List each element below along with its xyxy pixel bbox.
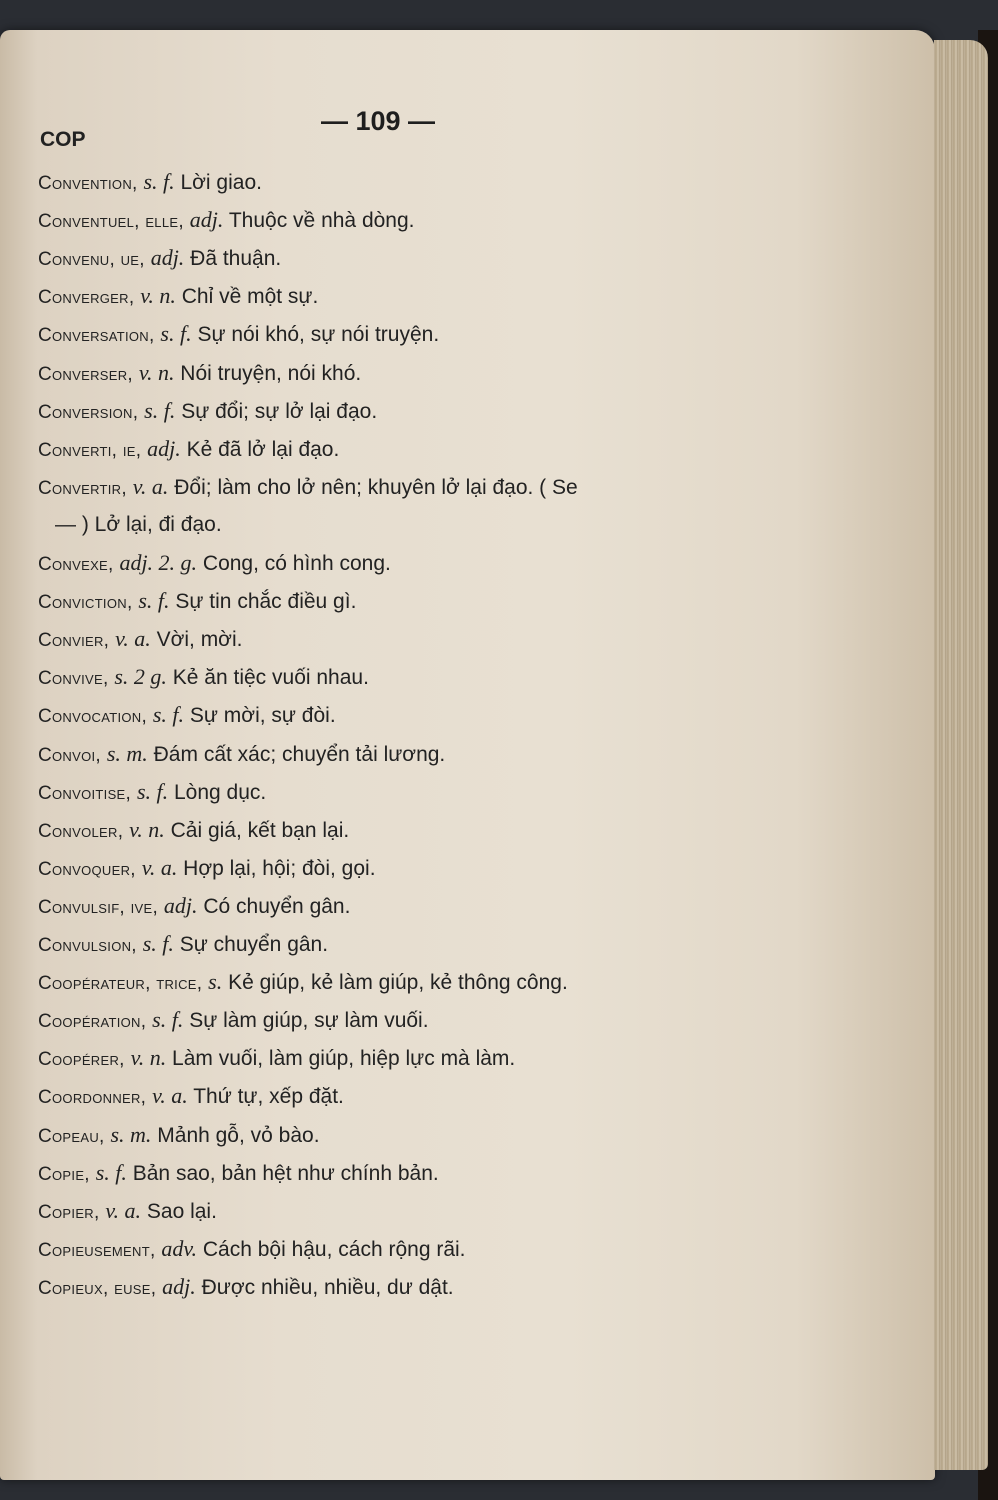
entry-headword: Conversion, bbox=[38, 401, 139, 423]
entry-grammar: v. a. bbox=[115, 626, 151, 652]
entry-headword: Coopération, bbox=[38, 1011, 147, 1033]
entry-headword: Convenu, ue, bbox=[38, 249, 145, 271]
entry-definition: Bản sao, bản hệt như chính bản. bbox=[132, 1161, 439, 1185]
dictionary-entry bbox=[38, 663, 369, 693]
dictionary-entry bbox=[38, 1159, 439, 1189]
entry-grammar: adj. bbox=[150, 245, 185, 271]
entry-grammar: s. f. bbox=[95, 1159, 127, 1185]
entry-headword: Conversation, bbox=[38, 325, 155, 347]
entry-definition: Vời, mời. bbox=[156, 628, 243, 652]
entry-grammar: s. f. bbox=[142, 931, 174, 956]
entry-grammar: s. bbox=[208, 969, 223, 995]
dictionary-entry bbox=[38, 1044, 515, 1074]
entry-definition: — ) Lở lại, đi đạo. bbox=[55, 512, 222, 536]
entry-definition: Có chuyển gân. bbox=[203, 894, 351, 918]
entry-headword: Converti, ie, bbox=[38, 439, 142, 461]
entry-definition: Sự nói khó, sự nói truyện. bbox=[197, 323, 440, 347]
dictionary-entry bbox=[38, 587, 356, 617]
entry-headword: Convexe, bbox=[38, 554, 114, 575]
entry-definition: Nói truyện, nói khó. bbox=[180, 361, 362, 385]
entry-headword: Convocation, bbox=[38, 706, 148, 728]
entry-headword: Convoitise, bbox=[38, 782, 132, 804]
entry-headword: Coordonner, bbox=[38, 1087, 147, 1109]
entry-grammar: adj. bbox=[162, 1273, 196, 1299]
entry-headword: Copieux, euse, bbox=[38, 1277, 157, 1299]
entry-headword: Convier, bbox=[38, 630, 110, 652]
dictionary-entry bbox=[38, 359, 361, 389]
dictionary-entry bbox=[55, 511, 222, 539]
entry-definition: Kẻ giúp, kẻ làm giúp, kẻ thông công. bbox=[228, 971, 568, 995]
page-number: — 109 — bbox=[320, 106, 436, 136]
dictionary-entry bbox=[38, 282, 318, 312]
entry-headword: Convertir, bbox=[38, 477, 127, 499]
entry-definition: Làm vuối, làm giúp, hiệp lực mà làm. bbox=[172, 1047, 516, 1071]
dictionary-entry bbox=[38, 397, 377, 427]
entry-headword: Copieusement, bbox=[38, 1239, 156, 1261]
entry-headword: Convulsif, ive, bbox=[38, 896, 159, 918]
dictionary-entry bbox=[38, 854, 376, 884]
entry-definition: Đám cất xác; chuyển tải lương. bbox=[153, 742, 446, 766]
entry-definition: Kẻ đã lở lại đạo. bbox=[186, 437, 340, 461]
entry-definition: Sự làm giúp, sự làm vuối. bbox=[189, 1009, 429, 1033]
entry-definition: Hợp lại, hội; đòi, gọi. bbox=[183, 856, 376, 880]
dictionary-entry bbox=[38, 816, 349, 846]
entry-headword: Convention, bbox=[38, 173, 138, 194]
dictionary-entry bbox=[38, 968, 568, 998]
dictionary-entry bbox=[38, 1082, 344, 1112]
dictionary-entry bbox=[38, 740, 445, 770]
dictionary-entry bbox=[38, 930, 328, 960]
entry-definition: Chỉ về một sự. bbox=[181, 285, 319, 309]
dictionary-entry bbox=[38, 168, 262, 198]
entry-grammar: v. n. bbox=[130, 1045, 167, 1071]
entry-definition: Đổi; làm cho lở nên; khuyên lở lại đạo. ( Se bbox=[174, 475, 578, 499]
dictionary-entry bbox=[38, 549, 391, 579]
entry-grammar: s. f. bbox=[138, 588, 170, 614]
entry-definition: Đã thuận. bbox=[190, 247, 282, 271]
entry-definition: Kẻ ăn tiệc vuối nhau. bbox=[172, 666, 369, 690]
dictionary-entry bbox=[38, 778, 266, 808]
entry-headword: Convive, bbox=[38, 668, 109, 690]
entry-headword: Copie, bbox=[38, 1163, 90, 1185]
entry-grammar: v. n. bbox=[129, 816, 165, 842]
entry-grammar: v. a. bbox=[141, 854, 178, 880]
entry-definition: Sự tin chắc điều gì. bbox=[175, 590, 357, 614]
entry-grammar: v. a. bbox=[132, 473, 169, 499]
entry-definition: Cải giá, kết bạn lại. bbox=[170, 818, 350, 842]
entry-grammar: s. f. bbox=[144, 397, 176, 423]
entry-definition: Sự chuyển gân. bbox=[179, 933, 329, 956]
entry-headword: Conventuel, elle, bbox=[38, 211, 184, 233]
entry-headword: Copier, bbox=[38, 1201, 100, 1223]
dictionary-entry bbox=[38, 892, 350, 922]
entry-grammar: adv. bbox=[161, 1235, 198, 1261]
entry-grammar: v. n. bbox=[138, 359, 175, 385]
entry-definition: Thứ tự, xếp đặt. bbox=[193, 1085, 344, 1109]
entry-definition: Sự đổi; sự lở lại đạo. bbox=[181, 399, 378, 423]
entry-headword: Converger, bbox=[38, 287, 135, 309]
entry-definition: Lời giao. bbox=[180, 171, 262, 194]
entry-grammar: s. f. bbox=[143, 169, 175, 194]
entry-definition: Sao lại. bbox=[146, 1199, 217, 1223]
dictionary-entry bbox=[38, 701, 336, 731]
entry-definition: Mảnh gỗ, vỏ bào. bbox=[157, 1123, 320, 1147]
entry-definition: Sự mời, sự đòi. bbox=[189, 704, 336, 728]
running-head: COP bbox=[40, 128, 86, 151]
dictionary-entry bbox=[38, 1006, 429, 1036]
entry-grammar: v. a. bbox=[152, 1083, 188, 1109]
entry-grammar: adj. 2. g. bbox=[119, 550, 198, 575]
dictionary-entry bbox=[38, 435, 339, 465]
dictionary-entry bbox=[38, 1197, 217, 1227]
entry-headword: Coopérer, bbox=[38, 1049, 125, 1071]
entry-grammar: adj. bbox=[163, 892, 198, 918]
entry-headword: Convoi, bbox=[38, 744, 101, 766]
entry-grammar: s. f. bbox=[152, 1007, 184, 1033]
entry-definition: Lòng dục. bbox=[173, 780, 267, 804]
dictionary-entry bbox=[38, 1273, 454, 1303]
entry-definition: Cong, có hình cong. bbox=[202, 552, 391, 575]
dictionary-entry bbox=[38, 244, 281, 274]
entry-headword: Convoquer, bbox=[38, 858, 136, 880]
dictionary-entry bbox=[38, 473, 578, 503]
entry-headword: Conviction, bbox=[38, 592, 133, 614]
entry-definition: Thuộc về nhà dòng. bbox=[228, 209, 415, 233]
dictionary-entry bbox=[38, 320, 439, 350]
entry-grammar: s. m. bbox=[110, 1121, 152, 1147]
entry-grammar: adj. bbox=[189, 207, 224, 233]
entry-grammar: s. 2 g. bbox=[114, 664, 167, 690]
entry-grammar: adj. bbox=[147, 435, 181, 461]
entry-grammar: v. a. bbox=[105, 1197, 142, 1223]
entry-grammar: v. n. bbox=[140, 283, 176, 309]
entry-grammar: s. f. bbox=[136, 778, 169, 804]
dictionary-entry bbox=[38, 1121, 320, 1151]
entry-headword: Converser, bbox=[38, 363, 133, 385]
page-stack-edge bbox=[934, 40, 988, 1470]
entry-grammar: s. f. bbox=[152, 702, 185, 728]
entry-definition: Được nhiều, nhiều, dư dật. bbox=[201, 1275, 454, 1299]
entry-definition: Cách bội hậu, cách rộng rãi. bbox=[202, 1237, 466, 1261]
entry-grammar: s. f. bbox=[160, 321, 192, 347]
entry-grammar: s. m. bbox=[106, 740, 148, 766]
dictionary-entry bbox=[38, 1235, 466, 1265]
dictionary-entry bbox=[38, 206, 415, 236]
entry-headword: Convulsion, bbox=[38, 935, 137, 956]
entry-headword: Copeau, bbox=[38, 1125, 105, 1147]
dictionary-entry bbox=[38, 625, 242, 655]
entry-headword: Convoler, bbox=[38, 820, 124, 842]
entry-headword: Coopérateur, trice, bbox=[38, 973, 203, 995]
